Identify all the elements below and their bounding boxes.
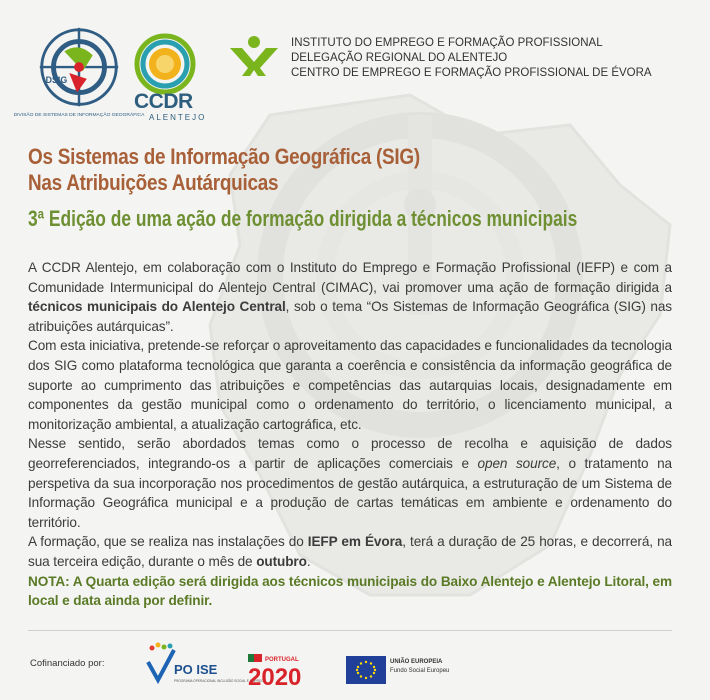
eu-title: UNIÃO EUROPEIA: [390, 659, 443, 665]
paragraph-logistics: A formação, que se realiza nas instalações do IEFP em Évora, terá a duração de 25 horas, e decorrerá, na sua terceira edição, durante o mês de outubro.: [28, 534, 672, 569]
iefp-name-block: [291, 36, 652, 81]
open-source-term: open source: [477, 455, 557, 471]
paragraph-objective: Com esta iniciativa, pretende-se reforçar o aproveitamento das capacidades e funcionalidades da tecnologia dos SIG como plataforma tecnológica que garanta a coerência e consistência da informação geográfica de suporte ao cumprimento das atribuições e competências das autarquias locais, designadamente em componentes da gestão municipal como o ordenamento do território, o licenciamento municipal, a monitorização ambiental, a atualização cartográfica, etc.: [28, 338, 672, 432]
month: outubro: [256, 553, 307, 569]
iefp-line: DELEGAÇÃO REGIONAL DO ALENTEJO: [291, 52, 508, 64]
portugal-flag-icon: [248, 654, 262, 662]
svg-text:DSIG: DSIG: [45, 74, 68, 85]
page-title: Os Sistemas de Informação Geográfica (SIG): [28, 144, 420, 169]
ccdr-name: CCDR: [134, 90, 193, 113]
iefp-logo: [228, 34, 280, 78]
eu-label: [390, 658, 449, 676]
svg-text:PROGRAMA OPERACIONAL INCLUSÃO: PROGRAMA OPERACIONAL INCLUSÃO SOCIAL E EMPREGO: [174, 679, 267, 683]
page-title-line2: Nas Atribuições Autárquicas: [28, 170, 279, 195]
cofinanced-label: Cofinanciado por:: [30, 658, 105, 669]
dsig-logo: [13, 22, 145, 120]
poise-logo: [144, 640, 267, 692]
header: [0, 0, 700, 130]
svg-text:PORTUGAL: PORTUGAL: [265, 657, 299, 663]
iefp-line: CENTRO DE EMPREGO E FORMAÇÃO PROFISSIONAL DE ÉVORA: [291, 67, 652, 79]
svg-text:2020: 2020: [248, 664, 302, 691]
paragraph-topics: Nesse sentido, serão abordados temas como o processo de recolha e aquisição de dados georreferenciados, integrando-os a partir de aplicações comerciais e open source, o tratamento na perspetiva da sua incorporação nos procedimentos de gestão autárquica, a estruturação de um Sistema de Informação Geográfica municipal e a produção de cartas temáticas em ambiente e ordenamento do território.: [28, 436, 672, 530]
portugal-2020-logo: [246, 652, 336, 691]
poise-figures-icon: [148, 643, 174, 681]
eu-flag-icon: [346, 655, 386, 685]
note: NOTA: A Quarta edição será dirigida aos técnicos municipais do Baixo Alentejo e Alentejo Litoral, em local e data ainda por definir.: [28, 573, 672, 609]
svg-text:DIVISÃO DE SISTEMAS DE INFORMA: DIVISÃO DE SISTEMAS DE INFORMAÇÃO GEOGRÁFICA: [13, 113, 145, 119]
body-text: [28, 258, 672, 611]
venue: IEFP em Évora: [307, 534, 403, 550]
svg-text:PO ISE: PO ISE: [174, 662, 218, 677]
iefp-line: INSTITUTO DO EMPREGO E FORMAÇÃO PROFISSIONAL: [291, 37, 603, 49]
page-subtitle: 3ª Edição de uma ação de formação dirigida a técnicos municipais: [28, 206, 578, 231]
footer-divider: [28, 630, 672, 631]
ccdr-region: ALENTEJO: [149, 113, 207, 122]
eu-fund: Fundo Social Europeu: [390, 668, 450, 674]
target-audience: técnicos municipais do Alentejo Central: [28, 299, 286, 315]
paragraph-intro: A CCDR Alentejo, em colaboração com o Instituto do Emprego e Formação Profissional (IEFP) e com a Comunidade Intermunicipal do Alentejo Central (CIMAC), vai promover uma ação de formação dirigida a técnicos municipais do Alentejo Central, sob o tema “Os Sistemas de Informação Geográfica (SIG) nas atribuições autárquicas”.: [28, 260, 672, 334]
